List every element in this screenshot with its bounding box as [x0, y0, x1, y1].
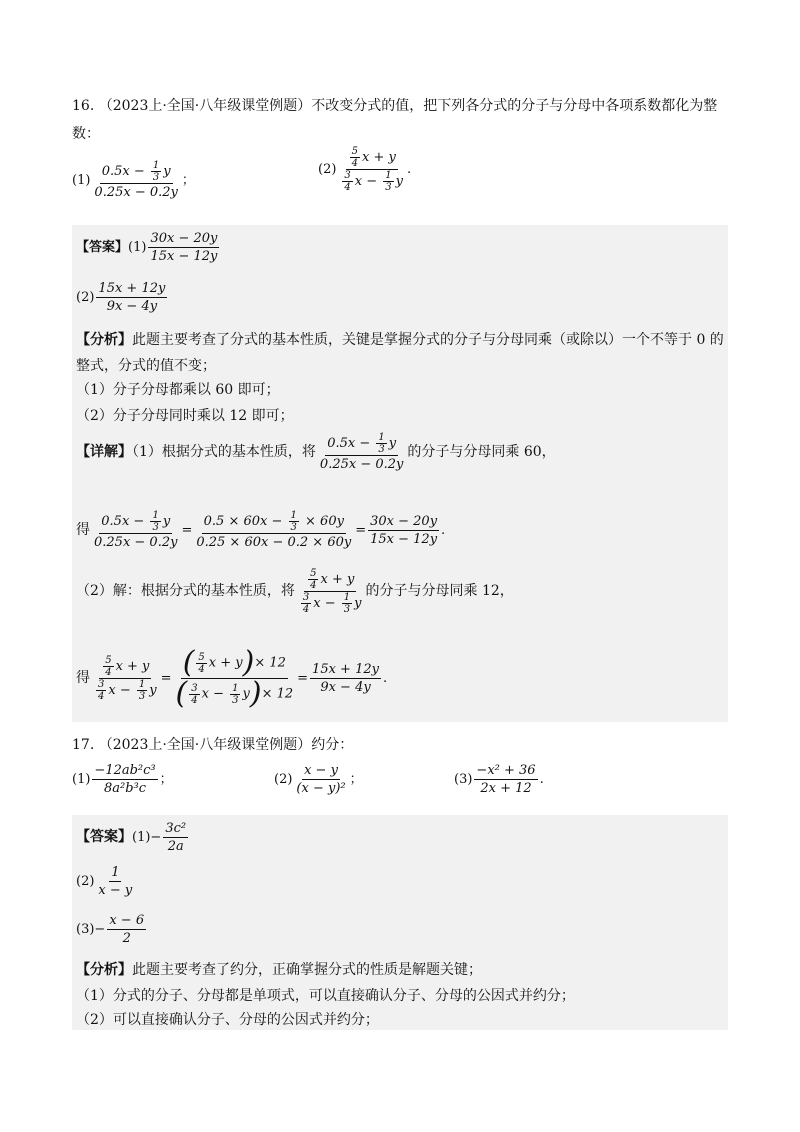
q16-part1: (1) 0.5x − $\frac{1}{3}$ y 0.25x − 0.2y ； [72, 160, 195, 200]
q17-stem: 17. （2023上·全国·八年级课堂例题）约分： [72, 737, 354, 753]
q16-stem-line1: 16. （2023上·全国·八年级课堂例题）不改变分式的值，把下列各分式的分子与分母中各项系数都化为整 [72, 98, 718, 114]
q16-detail-1: 【详解】（1）根据分式的基本性质，将 0.5x − $\frac{1}{3}$ y 0.25x − 0.2y 的分子与分母同乘 60， [76, 432, 556, 472]
q16-detail-2: （2）解：根据分式的基本性质，将 $\frac{5}{4}$ x + y $\frac{3}{4}$ x − $\frac{1}{3}$ y 的分子与分母同乘 12， [76, 568, 514, 615]
q16-answer-2: (2) $\frac{15x + 12y}{9x - 4y}$ [76, 281, 166, 314]
q17-part1: (1) $\frac{\text{−12ab²c³}}{\text{8a²b³c}}$ ； [72, 763, 173, 796]
q16-analysis-line1: 【分析】此题主要考查了分式的基本性质，关键是掌握分式的分子与分母同乘（或除以）一个不等于 0 的 [76, 332, 724, 348]
q16-analysis-line4: （2）分子分母同时乘以 12 即可； [76, 408, 294, 424]
q16-part2: (2) $\frac{5}{4}$ x + y $\frac{3}{4}$ x − $\frac{1}{3}$ y . [318, 146, 412, 193]
q17-answer-3: (3)− $\frac{x - 6}{2}$ [76, 913, 145, 946]
q16-answer-1: 【答案】(1) $\frac{30x - 20y}{15x - 12y}$ [76, 231, 218, 264]
q17-part3: (3) $\frac{\text{−x² + 36}}{2x + 12}$ . [454, 763, 544, 796]
q17-answer-2: (2) $\frac{1}{x - y}$ [76, 865, 133, 898]
q16-stem-line2: 数： [72, 126, 100, 142]
q16-analysis-line2: 整式，分式的值不变； [76, 358, 216, 374]
q17-analysis-line1: 【分析】此题主要考查了约分，正确掌握分式的性质是解题关键； [76, 962, 482, 978]
q16-detail-2-result: 得 $\frac{5}{4}$ x + y $\frac{3}{4}$ x − $\frac{1}{3}$ y = ( $\frac{5}{4}$ x + y)× 12 ( $\frac{3}{4}$ x − $\frac{1}{3}$ y)× 12 = $\frac{15x + 12y}{9x - 4y}$ . [76, 645, 388, 711]
q17-answer-1: 【答案】(1)− $\frac{\text{3c²}}{2a}$ [76, 821, 187, 854]
q16-analysis-line3: （1）分子分母都乘以 60 即可； [76, 382, 280, 398]
q17-analysis-line2: （1）分式的分子、分母都是单项式，可以直接确认分子、分母的公因式并约分； [76, 988, 575, 1004]
q17-part2: (2) $\frac{x - y}{\text{(x − y)²}}$ ； [274, 763, 363, 796]
q17-analysis-line3: （2）可以直接确认分子、分母的公因式并约分； [76, 1012, 379, 1028]
q16-detail-1-result: 得 0.5x − $\frac{1}{3}$ y 0.25x − 0.2y = 0.5 × 60x − $\frac{1}{3}$ × 60y 0.25 × 60x − 0.2 × 60y = $\frac{30x - 20y}{15x - 12y}$ . [76, 510, 446, 550]
